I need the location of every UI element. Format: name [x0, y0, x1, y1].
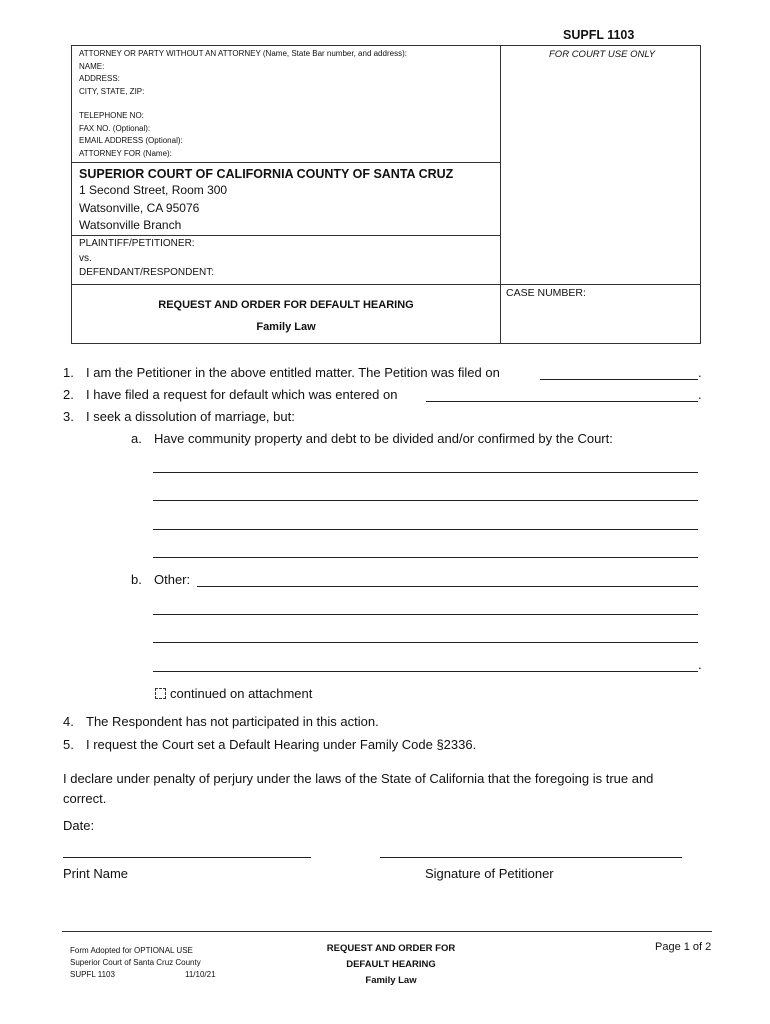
- date-label: Date:: [63, 818, 95, 833]
- item-3a-line-4[interactable]: [153, 557, 698, 558]
- court-use-label: FOR COURT USE ONLY: [549, 49, 656, 60]
- item-3a-text: Have community property and debt to be divided and/or confirmed by the Court:: [154, 431, 613, 446]
- defendant-field[interactable]: DEFENDANT/RESPONDENT:: [79, 267, 215, 278]
- item-3b-text: Other:: [154, 572, 191, 587]
- item-3b-line-2[interactable]: [153, 614, 698, 615]
- form-title-line2: Family Law: [256, 321, 316, 333]
- item-3b-line-1[interactable]: [197, 586, 698, 587]
- footer-rule: [62, 931, 712, 932]
- item-3a-letter: a.: [131, 431, 142, 446]
- vs-label: vs.: [79, 252, 92, 264]
- item-2-text: I have filed a request for default which was entered on: [86, 387, 398, 402]
- item-3b-line-3[interactable]: [153, 642, 698, 643]
- continued-label: continued on attachment: [170, 686, 313, 701]
- attorney-section-rule: [72, 162, 500, 163]
- case-number-field[interactable]: CASE NUMBER:: [506, 287, 586, 299]
- fax-field[interactable]: FAX NO. (Optional):: [79, 123, 151, 133]
- plaintiff-field[interactable]: PLAINTIFF/PETITIONER:: [79, 238, 195, 249]
- item-3b-line-4[interactable]: [153, 671, 698, 672]
- footer-title: [303, 941, 479, 989]
- attorney-header: ATTORNEY OR PARTY WITHOUT AN ATTORNEY (Name, State Bar number, and address):: [79, 49, 407, 58]
- item-2-number: 2.: [63, 387, 74, 402]
- court-city: Watsonville, CA 95076: [79, 200, 200, 215]
- petition-filed-date-field[interactable]: [540, 379, 698, 380]
- signature-label: Signature of Petitioner: [425, 866, 554, 881]
- court-street: 1 Second Street, Room 300: [79, 183, 228, 197]
- declaration-line-1: I declare under penalty of perjury under the laws of the State of California that the foregoing is true and: [63, 771, 654, 786]
- court-section-rule: [72, 235, 500, 236]
- email-field[interactable]: EMAIL ADDRESS (Optional):: [79, 136, 183, 145]
- footer-title-line3: Family Law: [365, 975, 417, 986]
- item-3-text: I seek a dissolution of marriage, but:: [86, 409, 295, 424]
- item-3a-line-1[interactable]: [153, 472, 698, 473]
- parties-block: [79, 237, 214, 281]
- item-1-number: 1.: [63, 365, 74, 380]
- item-1: [63, 365, 74, 381]
- item-3a-line-2[interactable]: [153, 500, 698, 501]
- page-number: Page 1 of 2: [655, 941, 712, 953]
- item-3b-period: .: [698, 657, 702, 672]
- footer-court: Superior Court of Santa Cruz County: [70, 958, 201, 967]
- print-name-label: Print Name: [63, 866, 129, 881]
- footer-form-info: [70, 945, 216, 981]
- item-4-number: 4.: [63, 714, 74, 729]
- telephone-field[interactable]: TELEPHONE NO:: [79, 111, 144, 120]
- item-5-number: 5.: [63, 737, 74, 752]
- caption-divider: [500, 46, 501, 343]
- form-title: [72, 294, 500, 338]
- continued-on-attachment[interactable]: [155, 686, 312, 702]
- footer-title-line1: REQUEST AND ORDER FOR: [326, 943, 456, 954]
- declaration-line-2: correct.: [63, 791, 107, 806]
- attorney-for-field[interactable]: ATTORNEY FOR (Name):: [79, 148, 172, 158]
- item-4-text: The Respondent has not participated in this action.: [86, 714, 379, 729]
- court-block: [79, 166, 453, 235]
- item-3a-line-3[interactable]: [153, 529, 698, 530]
- item-1-text: I am the Petitioner in the above entitled matter. The Petition was filed on: [86, 365, 500, 380]
- footer-form-id: SUPFL 1103: [70, 970, 115, 979]
- item-2-period: .: [698, 387, 702, 402]
- form-id: SUPFL 1103: [563, 28, 635, 42]
- attorney-name-field[interactable]: NAME:: [79, 61, 105, 71]
- footer-title-line2: DEFAULT HEARING: [346, 959, 436, 970]
- form-title-line1: REQUEST AND ORDER FOR DEFAULT HEARING: [158, 299, 414, 311]
- court-branch: Watsonville Branch: [79, 218, 182, 232]
- item-3b-letter: b.: [131, 572, 142, 587]
- attorney-block: [79, 48, 407, 160]
- item-1-period: .: [698, 365, 702, 380]
- print-name-line[interactable]: [63, 857, 311, 858]
- footer-adopted: Form Adopted for OPTIONAL USE: [70, 946, 193, 955]
- court-name: SUPERIOR COURT OF CALIFORNIA COUNTY OF SANTA CRUZ: [79, 167, 454, 181]
- continued-checkbox[interactable]: [155, 688, 166, 699]
- item-3-number: 3.: [63, 409, 74, 424]
- signature-line[interactable]: [380, 857, 682, 858]
- attorney-city-field[interactable]: CITY, STATE, ZIP:: [79, 86, 145, 96]
- parties-section-rule: [72, 284, 701, 285]
- footer-revision-date: 11/10/21: [185, 970, 216, 979]
- item-5-text: I request the Court set a Default Hearing under Family Code §2336.: [86, 737, 477, 752]
- attorney-address-field[interactable]: ADDRESS:: [79, 74, 120, 83]
- default-entered-date-field[interactable]: [426, 401, 698, 402]
